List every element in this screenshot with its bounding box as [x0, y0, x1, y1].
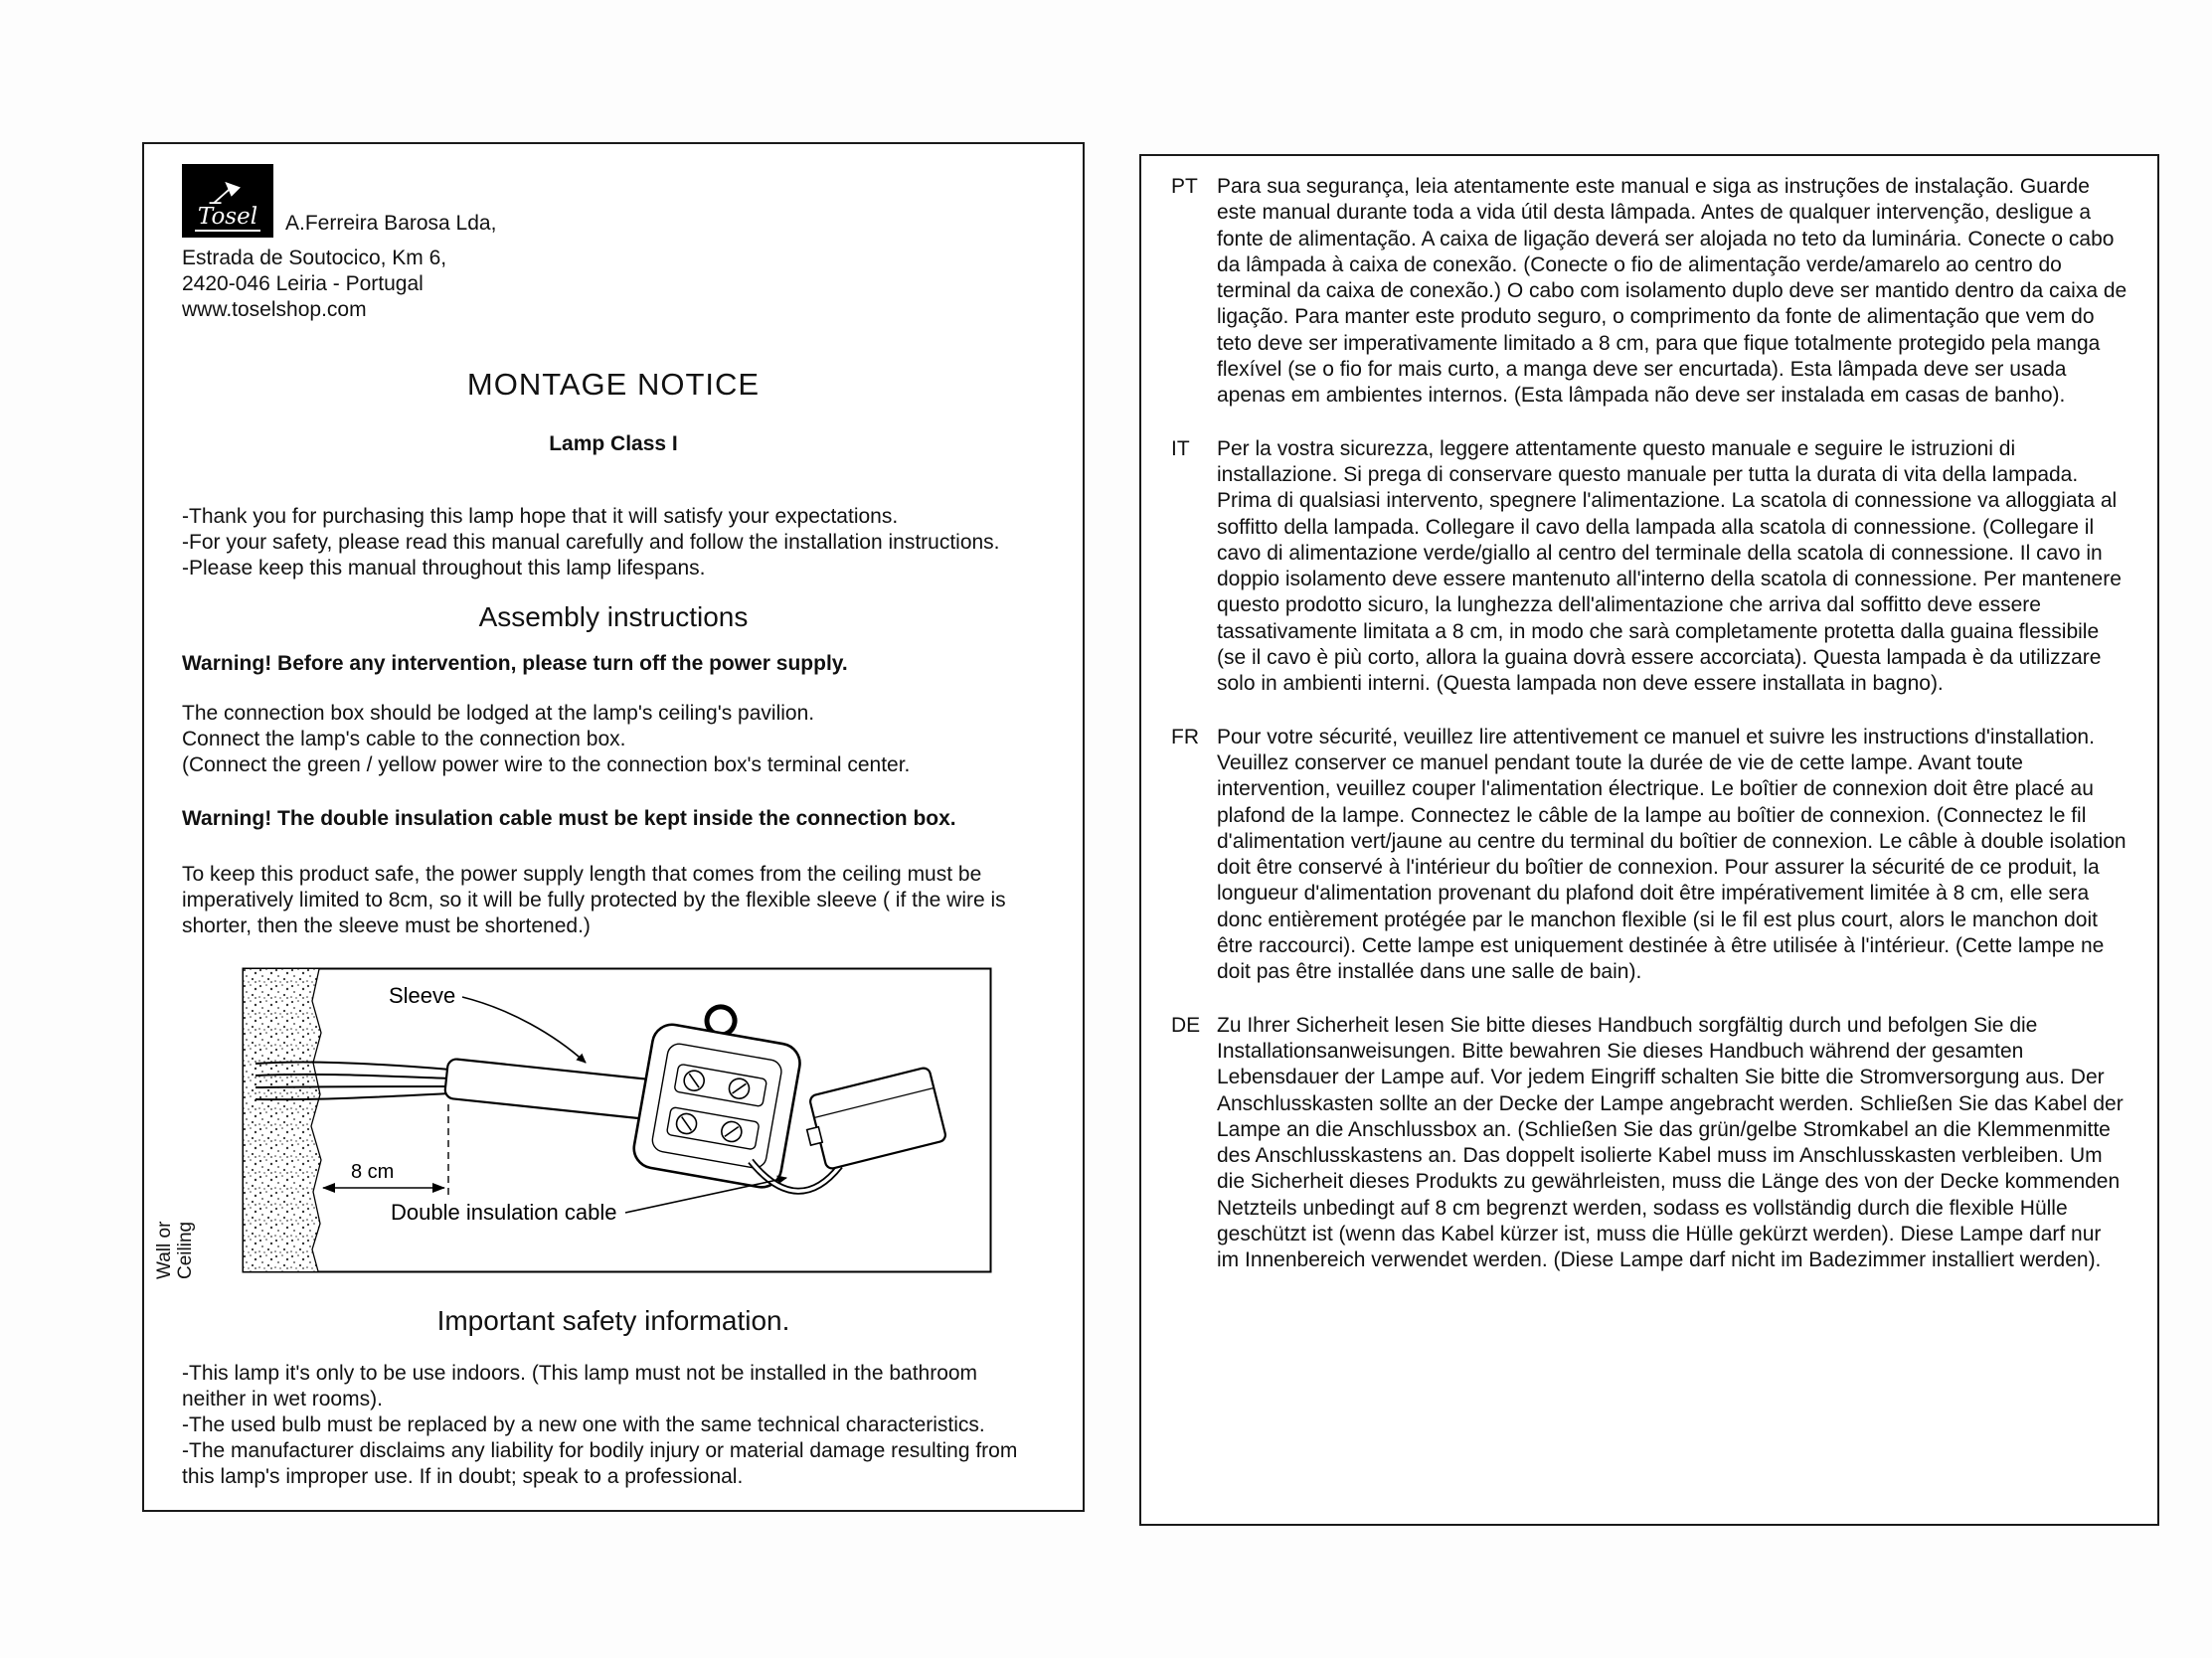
company-name: A.Ferreira Barosa Lda, [285, 212, 497, 235]
sleeve-label: Sleeve [389, 983, 456, 1008]
connection-diagram-drawing [242, 967, 992, 1273]
step-line: Connect the lamp's cable to the connection box. [182, 728, 626, 750]
step-line: (Connect the green / yellow power wire to the connection box's terminal center. [182, 753, 911, 776]
lang-section-pt [1171, 174, 2127, 410]
address-line: 2420-046 Leiria - Portugal [182, 272, 424, 295]
address-line: Estrada de Soutocico, Km 6, [182, 247, 447, 269]
safety-notes [182, 1361, 1045, 1490]
left-page [142, 142, 1085, 1512]
page-title: MONTAGE NOTICE [466, 367, 761, 402]
lang-text: Pour votre sécurité, veuillez lire attentivement ce manuel et suivre les instructions d'installation. Veuillez conserver ce manuel pendant toute la durée de vie de cette lampe. Avant toute intervention, veuillez couper l'alimentation électrique. Le boîtier de connexion doit être placé au plafond de la lampe. Connectez le câble de la lampe au boîtier de connexion. (Connectez le fil d'alimentation vert/jaune au centre du terminal du boîtier de connexion. Le câble à double isolation doit être conservé à l'intérieur du boîtier de connexion. Pour assurer la sécurité de ce produit, la longueur d'alimentation provenant du plafond doit être impérativement limitée à 8 cm, elle sera donc entièrement protégée par le manchon flexible (si le fil est plus court, alors le manchon doit être raccourci). Cette lampe est uniquement destinée à être utilisée à l'intérieur. (Cette lampe ne doit pas être installée dans une salle de bain). [1217, 725, 2127, 984]
connection-steps [182, 701, 1045, 778]
warning-power-supply: Warning! Before any intervention, please turn off the power supply. [182, 652, 848, 675]
wall-cross-section [244, 969, 321, 1271]
lang-section-fr [1171, 725, 2127, 986]
lang-text: Para sua segurança, leia atentamente este manual e siga as instruções de instalação. Guarde este manual durante toda a vida útil desta lâmpada. Antes de qualquer intervenção, desligue a fonte de alimentação. A caixa de ligação deverá ser alojada no teto da luminária. Conecte o cabo da lâmpada à caixa de conexão. (Conecte o fio de alimentação verde/amarelo ao centro do terminal da caixa de conexão.) O cabo com isolamento duplo deve ser mantido dentro da caixa de ligação. Para manter este produto seguro, o comprimento da fonte de alimentação que vem do teto deve ser imperativamente limitado a 8 cm, para que fique totalmente protegido pela manga flexível (se o fio for mais curto, a manga deve ser encurtada). Esta lâmpada deve ser usada apenas em ambientes internos. (Esta lâmpada não deve ser instalada em casas de banho). [1217, 175, 2127, 408]
lang-code: PT [1171, 175, 1198, 198]
warning-double-insulation: Warning! The double insulation cable must be kept inside the connection box. [182, 807, 956, 830]
lang-text: Zu Ihrer Sicherheit lesen Sie bitte dieses Handbuch sorgfältig durch und befolgen Sie die Installationsanweisungen. Bitte bewahren Sie dieses Handbuch während der gesamten Lebensdauer der Lampe auf. Vor jedem Eingriff schalten Sie bitte die Stromversorgung aus. Der Anschlusskasten sollte an der Decke der Lampe angebracht werden. Schließen Sie das Kabel der Lampe an die Anschlussbox an. (Schließen Sie das grün/gelbe Stromkabel an die Klemmenmitte des Anschlusskastens an. Das doppelt isolierte Kabel muss im Anschlusskasten verbleiben. Um die Sicherheit dieses Produkts zu gewährleisten, muss die Länge des von der Decke kommenden Netzteils unbedingt auf 8 cm begrenzt werden, sodass es vollständig durch die flexible Hülle geschützt ist (wenn das Kabel kürzer ist, muss die Hülle gekürzt werden). Diese Lampe darf nur im Innenbereich verwendet werden. (Diese Lampe darf nicht im Badezimmer installiert werden). [1217, 1013, 2124, 1272]
intro-line: -For your safety, please read this manual carefully and follow the installation instructions. [182, 531, 1000, 554]
sleeve-paragraph: To keep this product safe, the power supply length that comes from the ceiling must be imperatively limited to 8cm, so it will be fully protected by the flexible sleeve ( if the wire is shorter, then the sleeve must be shortened.) [182, 863, 1006, 937]
safety-line: -The used bulb must be replaced by a new one with the same technical characteristics. [182, 1413, 985, 1436]
wall-ceiling-label: Wall or Ceiling [154, 1221, 196, 1279]
brand-text: Tosel [195, 205, 260, 232]
safety-line: -This lamp it's only to be use indoors. (This lamp must not be installed in the bathroom neither in wet rooms). [182, 1362, 978, 1410]
lang-section-it [1171, 436, 2127, 698]
safety-line: -The manufacturer disclaims any liability for bodily injury or material damage resulting from this lamp's improper use. If in doubt; speak to a professional. [182, 1439, 1018, 1488]
step-line: The connection box should be lodged at the lamp's ceiling's pavilion. [182, 702, 815, 725]
lang-code: IT [1171, 436, 1190, 460]
lang-code: FR [1171, 725, 1199, 748]
intro-paragraph [182, 504, 1045, 581]
page-subtitle: Lamp Class I [549, 432, 678, 455]
intro-line: -Thank you for purchasing this lamp hope that it will satisfy your expectations. [182, 505, 899, 528]
intro-line: -Please keep this manual throughout this lamp lifespans. [182, 557, 706, 580]
tosel-logo [182, 164, 273, 238]
dimension-label: 8 cm [351, 1161, 395, 1183]
address-block [182, 246, 1045, 323]
header-logo-row [182, 164, 1045, 238]
lang-code: DE [1171, 1013, 1201, 1037]
lang-text: Per la vostra sicurezza, leggere attentamente questo manuale e seguire le istruzioni di installazione. Si prega di conservare questo manuale per tutta la durata di vita della lampada. Prima di qualsiasi intervento, spegnere l'alimentazione. La scatola di connessione va alloggiata al soffitto della lampada. Collegare il cavo della lampada alla scatola di connessione. (Collegare il cavo di alimentazione verde/giallo al centro del terminale della scatola di connessione. Il cavo in doppio isolamento deve essere mantenuto all'interno della scatola di connessione. Per mantenere questo prodotto sicuro, la lunghezza dell'alimentazione che arriva dal soffitto deve essere tassativamente limitata a 8 cm, in modo che sarà completamente protetta dalla guaina flessibile (se il cavo è più corto, allora la guaina dovrà essere accorciata). Questa lampada è da utilizzare solo in ambienti interni. (Questa lampada non deve essere installata in bagno). [1217, 436, 2122, 696]
cable-label: Double insulation cable [391, 1200, 617, 1225]
website-text: www.toselshop.com [182, 298, 367, 321]
safety-heading: Important safety information. [436, 1305, 790, 1336]
assembly-diagram [154, 967, 992, 1279]
wire [255, 1086, 452, 1087]
lang-section-de [1171, 1013, 2127, 1274]
lamp-icon [206, 181, 250, 205]
assembly-heading: Assembly instructions [478, 601, 749, 632]
right-page [1139, 154, 2159, 1526]
